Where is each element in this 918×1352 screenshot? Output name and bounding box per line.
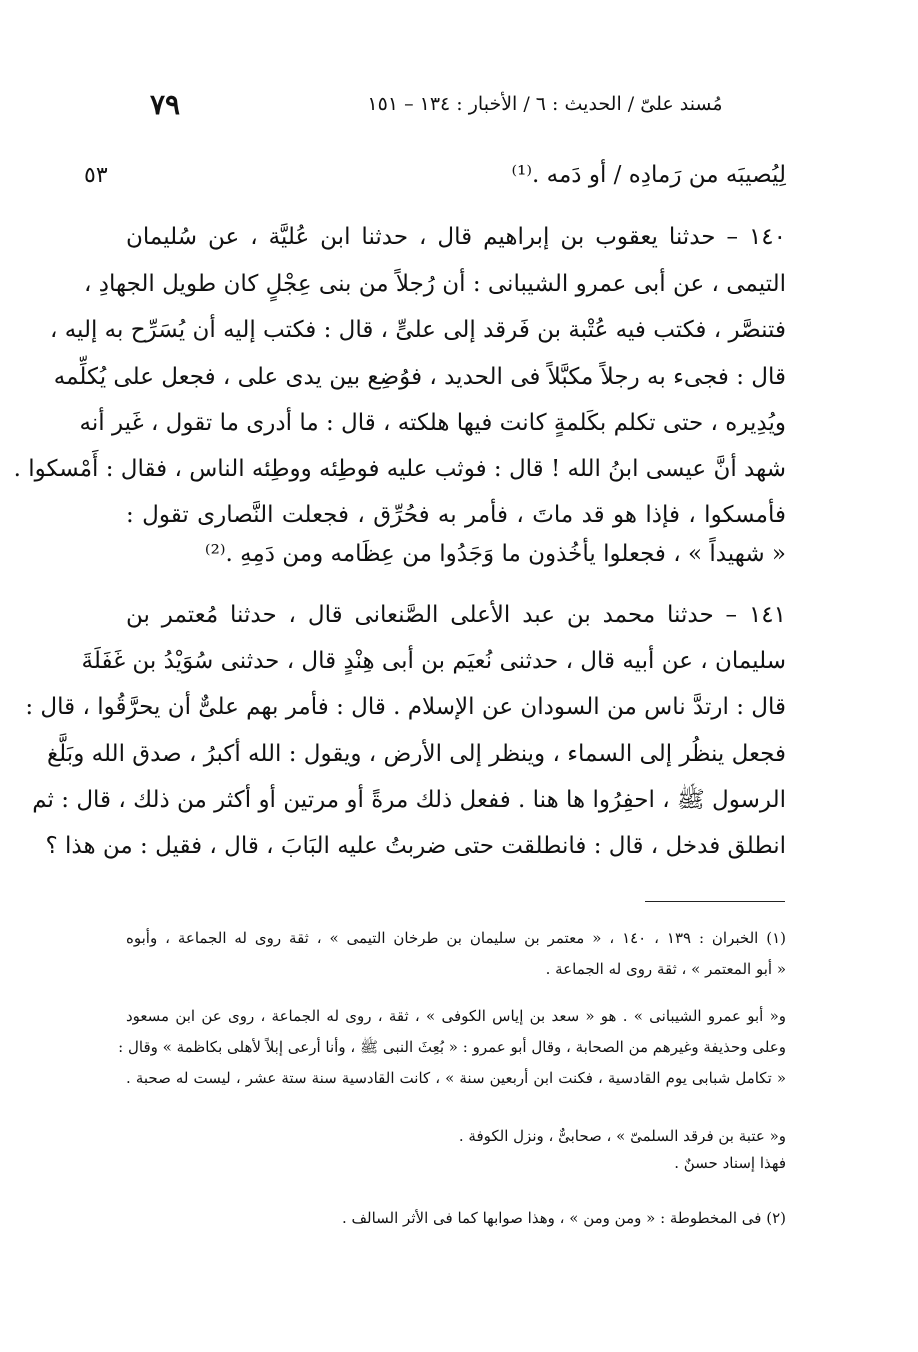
footnote-line: و« عتبة بن فرقد السلمىّ » ، صحابىٌّ ، ونزل الكوفة . (458, 1127, 786, 1145)
footnote-line: و« أبو عمرو الشيبانى » . هو « سعد بن إياس الكوفى » ، ثقة ، روى له الجماعة ، روى عن ابن مسعود (126, 1007, 786, 1025)
body-line: فجعل ينظُر إلى السماء ، وينظر إلى الأرض ، ويقول : الله أكبرُ ، صدق الله وبَلَّغ (46, 741, 786, 767)
footnote-line: (١) الخبران : ١٣٩ ، ١٤٠ ، « معتمر بن سليمان بن طرخان التيمى » ، ثقة روى له الجماعة ، وأبوه (126, 929, 786, 947)
body-line: « شهيداً » ، فجعلوا يأخُذون ما وَجَدُوا من عِظَامه ومن دَمِهِ .⁽²⁾ (204, 541, 786, 567)
footnote-line: فهذا إسناد حسنٌ . (674, 1154, 786, 1172)
footnote-divider (645, 901, 785, 902)
body-line: الرسول ﷺ ، احفِرُوا ها هنا . ففعل ذلك مرةً أو مرتين أو أكثر من ذلك ، قال : ثم (32, 787, 786, 813)
footnote-line: « تكامل شبابى يوم القادسية ، فكنت ابن أربعين سنة » ، كانت القادسية سنة ستة عشر ، ليست له صحبة . (126, 1069, 786, 1087)
footnote-line: وعلى وحذيفة وغيرهم من الصحابة ، وقال أبو عمرو : « بُعِثَ النبى ﷺ ، وأنا أرعى إبلاً لأهلى بكاظمة » وقال : (118, 1038, 786, 1056)
body-line: ١٤٠ – حدثنا يعقوب بن إبراهيم قال ، حدثنا ابن عُليَّة ، عن سُليمان (126, 224, 786, 250)
body-line: لِيُصيبَه من رَمادِه / أو دَمه .⁽¹⁾ (511, 162, 786, 188)
body-line: انطلق فدخل ، قال : فانطلقت حتى ضربتُ عليه البَابَ ، قال ، فقيل : من هذا ؟ (45, 833, 786, 859)
page-number: ٧٩ (150, 88, 181, 121)
body-line: التيمى ، عن أبى عمرو الشيبانى : أن رُجلاً من بنى عِجْلٍ كان طويل الجهادِ ، (83, 271, 786, 297)
body-line: فأمسكوا ، فإذا هو قد ماتَ ، فأمر به فحُرِّق ، فجعلت النَّصارى تقول : (126, 502, 786, 528)
running-title: مُسند علىّ / الحديث : ٦ / الأخبار : ١٣٤ – ١٥١ (367, 93, 723, 115)
body-line: ويُدِيره ، حتى تكلم بكَلمةٍ كانت فيها هلكته ، قال : ما أدرى ما تقول ، غَير أنه (79, 410, 786, 436)
body-line: قال : فجىء به رجلاً مكبَّلاً فى الحديد ، فوُضِع بين يدى على ، فجعل على يُكلِّمه (53, 364, 786, 390)
body-line: فتنصَّر ، فكتب فيه عُتْبة بن فَرقد إلى علىٍّ ، قال : فكتب إليه أن يُسَرِّح به إليه ، (49, 317, 786, 343)
body-line: شهد أنَّ عيسى ابنُ الله ! قال : فوثب عليه فوطِئه ووطِئه الناس ، فقال : أَمْسكوا . (13, 456, 786, 482)
manuscript-page-ref: ٥٣ (84, 163, 108, 188)
body-line: ١٤١ – حدثنا محمد بن عبد الأعلى الصَّنعانى قال ، حدثنا مُعتمر بن (126, 602, 786, 628)
body-line: سليمان ، عن أبيه قال ، حدثنى نُعيَم بن أبى هِنْدٍ قال ، حدثنى سُوَيْدُ بن غَفَلَةَ (81, 648, 786, 674)
body-line: قال : ارتدَّ ناس من السودان عن الإسلام . قال : فأمر بهم علىٌّ أن يحرَّقُوا ، قال : (25, 694, 786, 720)
footnote-line: (٢) فى المخطوطة : « ومن ومن » ، وهذا صوابها كما فى الأثر السالف . (341, 1209, 786, 1227)
footnote-line: « أبو المعتمر » ، ثقة روى له الجماعة . (545, 960, 786, 978)
